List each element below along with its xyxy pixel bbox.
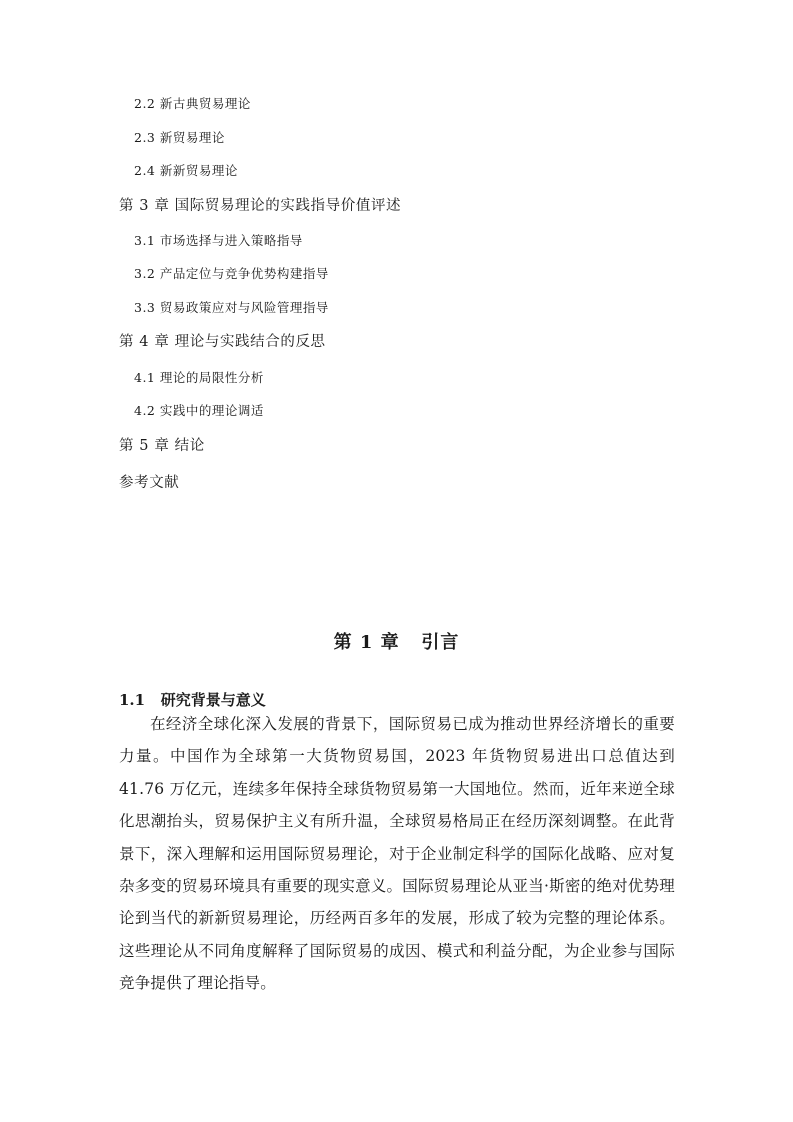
toc-item-3-2[interactable]: 3.2 产品定位与竞争优势构建指导 [134, 266, 329, 281]
toc-item-chapter-3[interactable]: 第 3 章 国际贸易理论的实践指导价值评述 [119, 198, 402, 214]
chapter-title: 第 1 章 引言 [333, 632, 460, 654]
toc-item-chapter-4[interactable]: 第 4 章 理论与实践结合的反思 [119, 334, 326, 350]
toc-item-chapter-5[interactable]: 第 5 章 结论 [119, 438, 205, 454]
toc-item-2-2[interactable]: 2.2 新古典贸易理论 [134, 96, 251, 111]
toc-item-3-1[interactable]: 3.1 市场选择与进入策略指导 [134, 233, 303, 248]
toc-item-3-3[interactable]: 3.3 贸易政策应对与风险管理指导 [134, 300, 329, 315]
section-title: 1.1 研究背景与意义 [119, 691, 266, 710]
toc-item-2-3[interactable]: 2.3 新贸易理论 [134, 130, 225, 145]
toc-item-2-4[interactable]: 2.4 新新贸易理论 [134, 163, 238, 178]
body-paragraph: 在经济全球化深入发展的背景下，国际贸易已成为推动世界经济增长的重要力量。中国作为全球第一大货物贸易国，2023 年货物贸易进出口总值达到 41.76 万亿元，连续多年保持全球货物贸易第一大国地位。然而，近年来逆全球化思潮抬头，贸易保护主义有所升温，全球贸易格局正在经历深刻调整。在此背景下，深入理解和运用国际贸易理论，对于企业制定科学的国际化战略、应对复杂多变的贸易环境具有重要的现实意义。国际贸易理论从亚当·斯密的绝对优势理论到当代的新新贸易理论，历经两百多年的发展，形成了较为完整的理论体系。这些理论从不同角度解释了国际贸易的成因、模式和利益分配，为企业参与国际竞争提供了理论指导。 [119, 715, 675, 993]
toc-item-4-2[interactable]: 4.2 实践中的理论调适 [134, 403, 264, 418]
toc-item-references[interactable]: 参考文献 [119, 475, 180, 491]
toc-item-4-1[interactable]: 4.1 理论的局限性分析 [134, 370, 264, 385]
